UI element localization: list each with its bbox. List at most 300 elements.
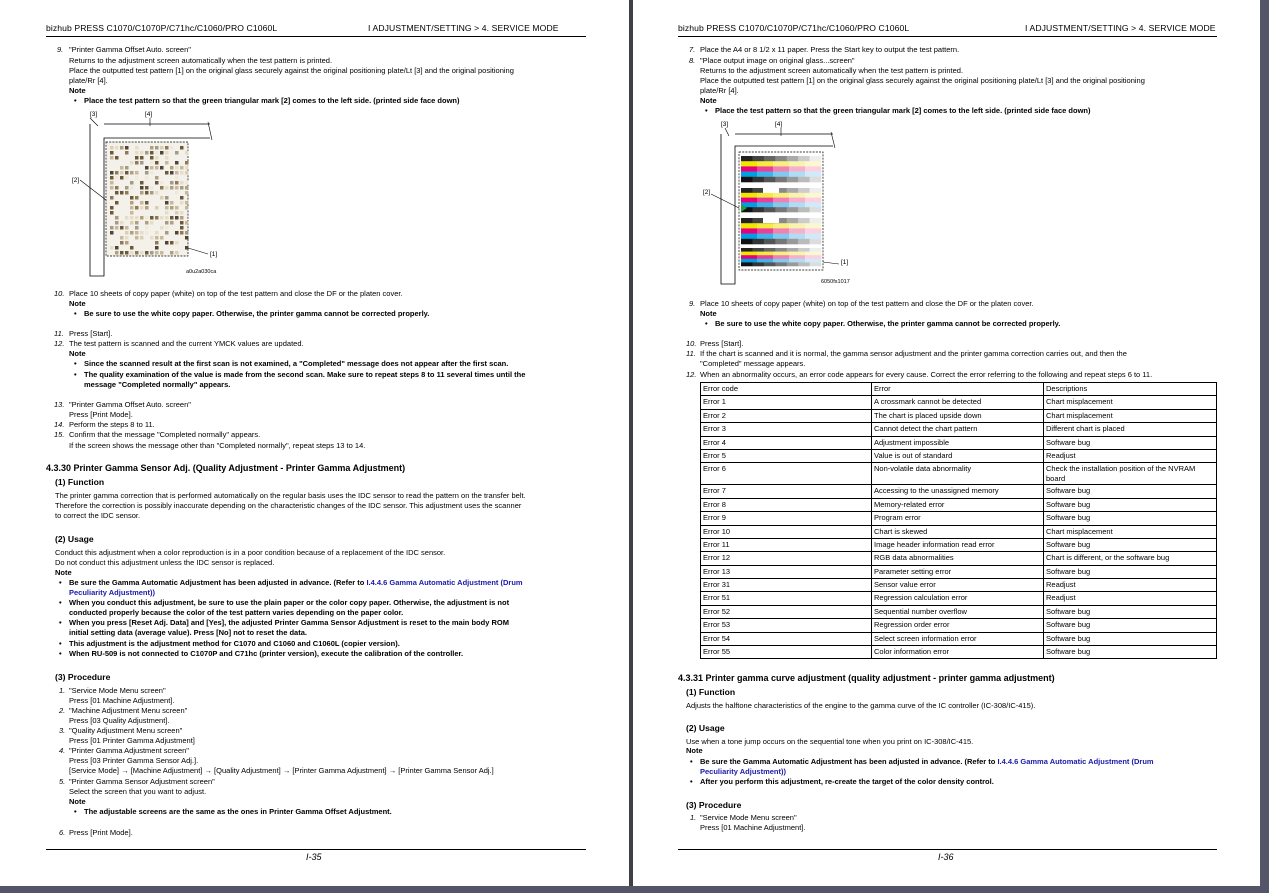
figure-code: a0u2a030ca [186,269,217,275]
pattern-patch [150,156,154,160]
pattern-patch [140,216,144,220]
table-row [701,538,1217,551]
pattern-patch [175,171,179,175]
pattern-patch [125,231,129,235]
pattern-patch [140,161,144,165]
chart-patch [810,239,822,245]
table-row [701,632,1217,645]
pattern-patch [165,161,169,165]
error-cell: Adjustment impossible [872,436,1044,449]
page-i-36 [633,0,1260,886]
pattern-patch [180,211,184,215]
pattern-patch [155,246,159,250]
step-number: 6. [59,828,66,837]
pattern-patch [140,201,144,205]
chart-patch [752,262,764,266]
step-text: Place 10 sheets of copy paper (white) on top of the test pattern and close the DF or the platen cover. [69,289,403,298]
note-bullet: Be sure to use the white copy paper. Otherwise, the printer gamma cannot be corrected properly. [84,309,430,318]
chart-patch [810,177,822,183]
body-text: to correct the IDC sensor. [55,511,141,520]
chart-patch [757,198,773,203]
pattern-patch [155,146,159,150]
chart-patch [741,228,757,234]
gamma-auto-adj-link[interactable]: Peculiarity Adjustment)) [69,588,155,597]
table-row [701,463,1217,485]
pattern-patch [110,206,114,210]
chart-patch [810,218,822,224]
pattern-patch [120,146,124,150]
pattern-patch [115,246,119,250]
pattern-patch [180,186,184,190]
note-bullet: initial setting data (average value). Press [No] not to reset the data. [69,628,307,637]
table-row [701,592,1217,605]
pattern-patch [110,231,114,235]
pattern-patch [155,176,159,180]
footer-rule [46,849,586,850]
bullet-icon: • [59,578,62,587]
bullet-icon: • [59,598,62,607]
step-number: 8. [689,56,696,65]
step-text: plate/Rr [4]. [700,86,739,95]
chart-patch [789,172,805,178]
chart-patch [805,166,821,172]
pattern-patch [180,216,184,220]
vertical-scrollbar[interactable] [1260,0,1269,893]
pattern-patch [160,226,164,230]
pattern-patch [160,186,164,190]
chart-patch [805,202,821,207]
chart-patch [775,156,787,162]
error-cell: Parameter setting error [872,565,1044,578]
error-code-cell: Error 54 [701,632,872,645]
error-cell: The chart is placed upside down [872,409,1044,422]
bullet-icon: • [690,757,693,766]
pattern-patch [120,241,124,245]
step-text: Select the screen that you want to adjust. [69,787,207,796]
callout-1: [1] [841,259,849,266]
note-bullet: Place the test pattern so that the green triangular mark [2] comes to the left side. (printed side face down) [715,106,1091,115]
bullet-icon: • [59,649,62,658]
pattern-patch [140,186,144,190]
error-code-cell: Error 7 [701,485,872,498]
bullet-icon: • [74,309,77,318]
table-row [701,423,1217,436]
body-text: Adjusts the halftone characteristics of the engine to the gamma curve of the IC controller (IC-308/IC-415). [686,701,1036,710]
bullet-icon: • [690,777,693,786]
pattern-patch [115,216,119,220]
subheading-function: (1) Function [55,477,105,487]
chart-patch [775,207,787,212]
body-text: Use when a tone jump occurs on the sequential tone when you print on IC-308/IC-415. [686,737,974,746]
pattern-patch [180,171,184,175]
table-row [701,512,1217,525]
chart-patch [752,177,764,183]
chart-patch [773,234,789,240]
pattern-patch [150,146,154,150]
pattern-patch [180,201,184,205]
pattern-patch [175,181,179,185]
pattern-patch [135,156,139,160]
note-bullet: Be sure the Gamma Automatic Adjustment has been adjusted in advance. (Refer to I.4.4.6 Gamma Automatic Adjustment (Drum [69,578,523,587]
chart-patch [775,239,787,245]
pattern-patch [160,216,164,220]
description-cell: Software bug [1044,538,1217,551]
step-number: 14. [54,420,65,429]
pattern-patch [125,176,129,180]
pattern-patch [115,176,119,180]
pattern-patch [145,251,149,255]
step-text: The test pattern is scanned and the current YMCK values are updated. [69,339,304,348]
step-text: Press [Print Mode]. [69,828,133,837]
color-chart-figure [703,118,863,288]
callout-3: [3] [90,111,98,118]
step-text: Place 10 sheets of copy paper (white) on top of the test pattern and close the DF or the platen cover. [700,299,1034,308]
figure-code: 6050fs1017 [821,279,850,285]
pattern-patch [135,221,139,225]
chart-patch [752,207,764,212]
subheading-procedure: (3) Procedure [686,800,742,810]
chart-patch [741,177,753,183]
error-cell: Image header information read error [872,538,1044,551]
chart-patch [789,228,805,234]
pattern-patch [155,236,159,240]
chart-patch [775,177,787,183]
chart-patch [773,252,789,256]
note-bullet: Since the scanned result at the first scan is not examined, a "Completed" message does not appear after the first scan. [84,359,509,368]
pattern-patch [140,151,144,155]
chart-patch [741,234,757,240]
chart-patch [741,198,757,203]
chart-patch [741,218,753,224]
pattern-patch [145,151,149,155]
pattern-patch [185,171,189,175]
pattern-patch [120,221,124,225]
step-text: Press [Print Mode]. [69,410,133,419]
column-header: Error [872,383,1044,396]
chart-patch [764,207,776,212]
table-row [701,498,1217,511]
pattern-patch [130,211,134,215]
pattern-patch [150,191,154,195]
column-header: Descriptions [1044,383,1217,396]
callout-4: [4] [775,121,783,128]
pattern-patch [185,236,189,240]
pattern-patch [135,251,139,255]
table-row [701,449,1217,462]
chart-patch [798,156,810,162]
pattern-patch [160,166,164,170]
pattern-patch [125,241,129,245]
chart-patch [752,239,764,245]
pattern-patch [165,186,169,190]
pattern-patch [170,216,174,220]
pattern-patch [160,151,164,155]
pattern-patch [165,146,169,150]
body-text: Conduct this adjustment when a color reproduction is in a poor condition because of a replacement of the IDC sensor. [55,548,446,557]
chart-patch [741,239,753,245]
horizontal-scrollbar[interactable] [0,886,1269,893]
pattern-patch [175,231,179,235]
gamma-auto-adj-link[interactable]: I.4.4.6 Gamma Automatic Adjustment (Drum [366,578,523,587]
chart-patch [757,234,773,240]
note-label: Note [69,86,86,95]
error-code-cell: Error 53 [701,619,872,632]
chart-patch [757,228,773,234]
error-code-cell: Error 55 [701,646,872,659]
chart-patch [773,172,789,178]
pattern-patch [180,226,184,230]
pattern-patch [170,251,174,255]
note-label: Note [69,349,86,358]
pattern-patch [185,181,189,185]
pattern-patch [125,191,129,195]
pattern-patch [165,241,169,245]
pattern-patch [185,246,189,250]
error-code-cell: Error 2 [701,409,872,422]
pattern-patch [145,186,149,190]
pattern-patch [120,191,124,195]
pattern-patch [175,206,179,210]
error-cell: Program error [872,512,1044,525]
pattern-patch [130,221,134,225]
pattern-patch [125,146,129,150]
chart-patch [810,188,822,193]
chart-patch [805,228,821,234]
step-text: Press [01 Machine Adjustment]. [69,696,175,705]
header-model: bizhub PRESS C1070/C1070P/C71hc/C1060/PRO C1060L [46,23,278,33]
step-title: "Quality Adjustment Menu screen" [69,726,183,735]
note-label: Note [69,299,86,308]
description-cell: Chart is different, or the software bug [1044,552,1217,565]
description-cell: Software bug [1044,619,1217,632]
pattern-patch [145,201,149,205]
pattern-patch [175,186,179,190]
pattern-patch [130,231,134,235]
gamma-auto-adj-link[interactable]: I.4.4.6 Gamma Automatic Adjustment (Drum [997,757,1154,766]
step-number: 9. [57,45,64,54]
note-bullet: The quality examination of the value is made from the second scan. Make sure to repeat steps 8 to 11 several times until the [84,370,526,379]
note-label: Note [55,568,72,577]
step-title: "Place output image on original glass...screen" [700,56,855,65]
chart-patch [805,255,821,259]
step-number: 10. [54,289,65,298]
pattern-patch [125,251,129,255]
pattern-patch [165,201,169,205]
note-bullet: This adjustment is the adjustment method for C1070 and C1060 and C1060L (copier version). [69,639,400,648]
error-cell: A crossmark cannot be detected [872,396,1044,409]
column-header: Error code [701,383,872,396]
pattern-patch [135,196,139,200]
pattern-patch [110,171,114,175]
chart-patch [757,161,773,167]
description-cell: Software bug [1044,436,1217,449]
chart-patch [789,198,805,203]
header-rule [46,36,586,37]
pattern-patch [175,211,179,215]
pattern-patch [145,171,149,175]
chart-patch [805,252,821,256]
error-code-cell: Error 31 [701,579,872,592]
note-bullet: After you perform this adjustment, re-create the target of the color density control. [700,777,994,786]
error-code-cell: Error 9 [701,512,872,525]
bullet-icon: • [74,359,77,368]
chart-patch [798,207,810,212]
step-text: plate/Rr [4]. [69,76,108,85]
step-title: "Printer Gamma Offset Auto. screen" [69,45,191,54]
pattern-patch [155,166,159,170]
pattern-patch [170,201,174,205]
chart-patch [789,193,805,198]
pattern-patch [110,181,114,185]
note-label: Note [700,96,717,105]
pattern-patch [110,211,114,215]
note-bullet: message "Completed normally" appears. [84,380,231,389]
pattern-patch [150,236,154,240]
pattern-patch [120,226,124,230]
pattern-patch [160,181,164,185]
step-number: 1. [690,813,697,822]
step-text: If the screen shows the message other than "Completed normally", repeat steps 13 to 14. [69,441,366,450]
pattern-patch [155,206,159,210]
table-row [701,436,1217,449]
note-bullet: Be sure the Gamma Automatic Adjustment has been adjusted in advance. (Refer to I.4.4.6 Gamma Automatic Adjustment (Drum [700,757,1154,766]
page-i-35 [0,0,629,886]
pattern-patch [130,161,134,165]
pattern-patch [165,221,169,225]
error-cell: Chart is skewed [872,525,1044,538]
pattern-patch [155,156,159,160]
chart-patch [775,262,787,266]
error-cell: Color information error [872,646,1044,659]
step-title: "Machine Adjustment Menu screen" [69,706,188,715]
step-number: 9. [689,299,696,308]
note-bullet: conducted properly because the color of the test pattern varies depending on the paper color. [69,608,404,617]
error-cell: Non-volatile data abnormality [872,463,1044,485]
chart-patch [787,239,799,245]
pattern-patch [150,161,154,165]
chart-patch [773,161,789,167]
error-code-cell: Error 51 [701,592,872,605]
pattern-patch [180,166,184,170]
gamma-auto-adj-link[interactable]: Peculiarity Adjustment)) [700,767,786,776]
pattern-patch [130,186,134,190]
pattern-patch [185,161,189,165]
step-text: Returns to the adjustment screen automatically when the test pattern is printed. [700,66,964,75]
pattern-patch [120,236,124,240]
chart-patch [764,262,776,266]
pattern-patch [135,176,139,180]
chart-patch [773,193,789,198]
step-text: Place the outputted test pattern [1] on the original glass securely against the original positioning plate/Lt [3] and the original positioning [700,76,1145,85]
table-row [701,409,1217,422]
pattern-patch [180,196,184,200]
pattern-patch [165,156,169,160]
pattern-patch [130,251,134,255]
pattern-patch [140,206,144,210]
description-cell: Different chart is placed [1044,423,1217,436]
step-text: Press [01 Machine Adjustment]. [700,823,806,832]
pattern-patch [135,206,139,210]
table-row [701,525,1217,538]
pattern-patch [155,216,159,220]
chart-patch [757,202,773,207]
pattern-patch [140,156,144,160]
pattern-patch [180,221,184,225]
pattern-patch [185,166,189,170]
table-row [701,646,1217,659]
pattern-patch [175,166,179,170]
pattern-patch [160,146,164,150]
error-cell: Regression order error [872,619,1044,632]
error-code-cell: Error 10 [701,525,872,538]
chart-patch [773,166,789,172]
pattern-patch [145,166,149,170]
subheading-usage: (2) Usage [55,534,94,544]
table-row [701,619,1217,632]
error-code-cell: Error 12 [701,552,872,565]
step-text: Press [Start]. [69,329,113,338]
table-row [701,605,1217,618]
pattern-patch [140,231,144,235]
chart-patch [752,248,764,252]
pattern-patch [110,196,114,200]
pattern-patch [170,171,174,175]
error-cell: Cannot detect the chart pattern [872,423,1044,436]
step-text: Returns to the adjustment screen automatically when the test pattern is printed. [69,56,333,65]
bullet-icon: • [705,319,708,328]
chart-patch [741,166,757,172]
error-code-cell: Error 5 [701,449,872,462]
pattern-patch [155,161,159,165]
callout-4: [4] [145,111,153,118]
note-bullet: The adjustable screens are the same as the ones in Printer Gamma Offset Adjustment. [84,807,392,816]
pattern-patch [115,201,119,205]
subheading-procedure: (3) Procedure [55,672,111,682]
chart-patch [787,262,799,266]
chart-patch [810,207,822,212]
pattern-patch [165,231,169,235]
pattern-patch [150,251,154,255]
pattern-patch [110,151,114,155]
step-number: 12. [686,370,697,379]
chart-patch [805,198,821,203]
pattern-patch [150,171,154,175]
pattern-patch [115,186,119,190]
pattern-patch [130,206,134,210]
callout-3: [3] [721,121,729,128]
step-number: 15. [54,430,65,439]
body-text: The printer gamma correction that is performed automatically on the regular basis uses the IDC sensor to read the pattern on the transfer belt. [55,491,526,500]
pattern-patch [135,171,139,175]
crossmark-area [763,215,779,223]
pattern-patch [145,231,149,235]
pattern-patch [140,191,144,195]
pattern-patch [175,191,179,195]
description-cell: Chart misplacement [1044,525,1217,538]
chart-patch [787,156,799,162]
pattern-patch [120,251,124,255]
chart-patch [789,252,805,256]
description-cell: Chart misplacement [1044,409,1217,422]
description-cell: Software bug [1044,485,1217,498]
pattern-patch [115,156,119,160]
pattern-patch [125,151,129,155]
pattern-patch [150,221,154,225]
pattern-patch [125,226,129,230]
pattern-patch [110,186,114,190]
pattern-patch [115,171,119,175]
header-model: bizhub PRESS C1070/C1070P/C71hc/C1060/PRO C1060L [678,23,910,33]
